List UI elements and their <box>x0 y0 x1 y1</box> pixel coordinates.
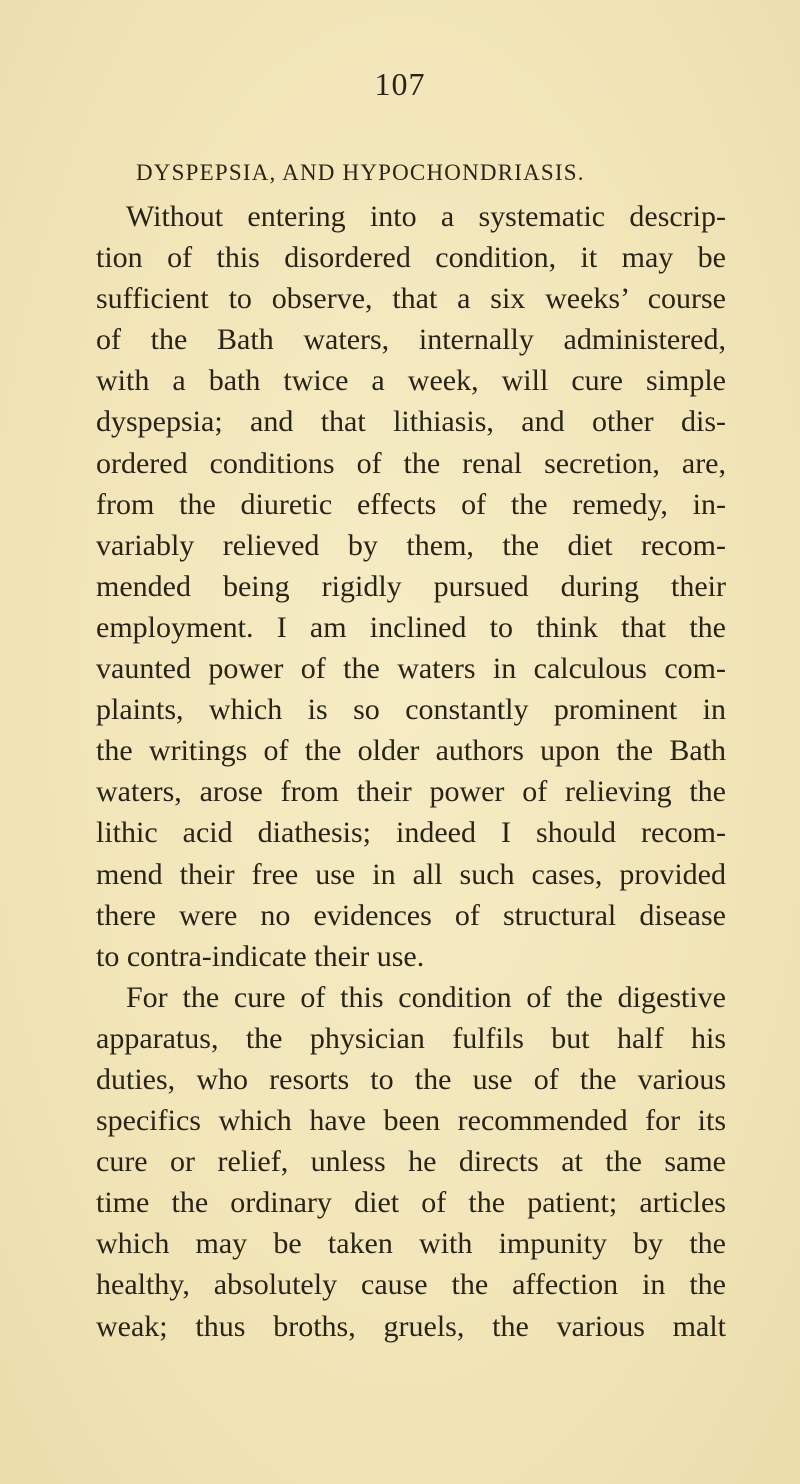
page-number: 107 <box>374 66 426 102</box>
text-line: variably relieved by them, the diet recom- <box>96 528 726 562</box>
text-line: to contra-indicate their use. <box>96 939 425 973</box>
running-head: DYSPEPSIA, AND HYPOCHONDRIASIS. <box>136 160 585 185</box>
text-line: mend their free use in all such cases, provided <box>96 857 726 891</box>
text-line: plaints, which is so constantly prominent in <box>96 693 726 727</box>
text-line: dyspepsia; and that lithiasis, and other dis- <box>96 405 726 439</box>
text-line: which may be taken with impunity by the <box>96 1227 726 1261</box>
text-line: For the cure of this condition of the digestive <box>126 980 726 1014</box>
text-line: apparatus, the physician fulfils but half his <box>96 1021 726 1055</box>
text-line: Without entering into a systematic descrip- <box>126 200 726 233</box>
text-line: specifics which have been recommended for its <box>96 1104 726 1138</box>
text-line: of the Bath waters, internally administered, <box>96 323 726 357</box>
text-line: vaunted power of the waters in calculous com- <box>96 652 726 686</box>
text-line: ordered conditions of the renal secretion, are, <box>96 446 726 480</box>
text-line: duties, who resorts to the use of the various <box>96 1062 726 1096</box>
text-line: with a bath twice a week, will cure simple <box>96 364 726 398</box>
text-line: employment. I am inclined to think that the <box>96 610 726 644</box>
text-line: cure or relief, unless he directs at the same <box>96 1145 726 1179</box>
text-line: there were no evidences of structural disease <box>96 898 726 932</box>
body-text <box>96 196 726 1347</box>
text-line: the writings of the older authors upon the Bath <box>96 734 726 768</box>
text-line: tion of this disordered condition, it may be <box>96 241 726 275</box>
text-line: lithic acid diathesis; indeed I should recom- <box>96 816 726 850</box>
text-line: time the ordinary diet of the patient; articles <box>96 1186 726 1220</box>
text-line: mended being rigidly pursued during their <box>96 569 726 603</box>
text-line: sufficient to observe, that a six weeks’ course <box>96 282 726 316</box>
text-line: weak; thus broths, gruels, the various malt <box>96 1309 726 1343</box>
text-line: from the diuretic effects of the remedy, in- <box>96 487 726 521</box>
text-line: waters, arose from their power of relieving the <box>96 775 726 809</box>
text-line: healthy, absolutely cause the affection in the <box>96 1268 726 1302</box>
